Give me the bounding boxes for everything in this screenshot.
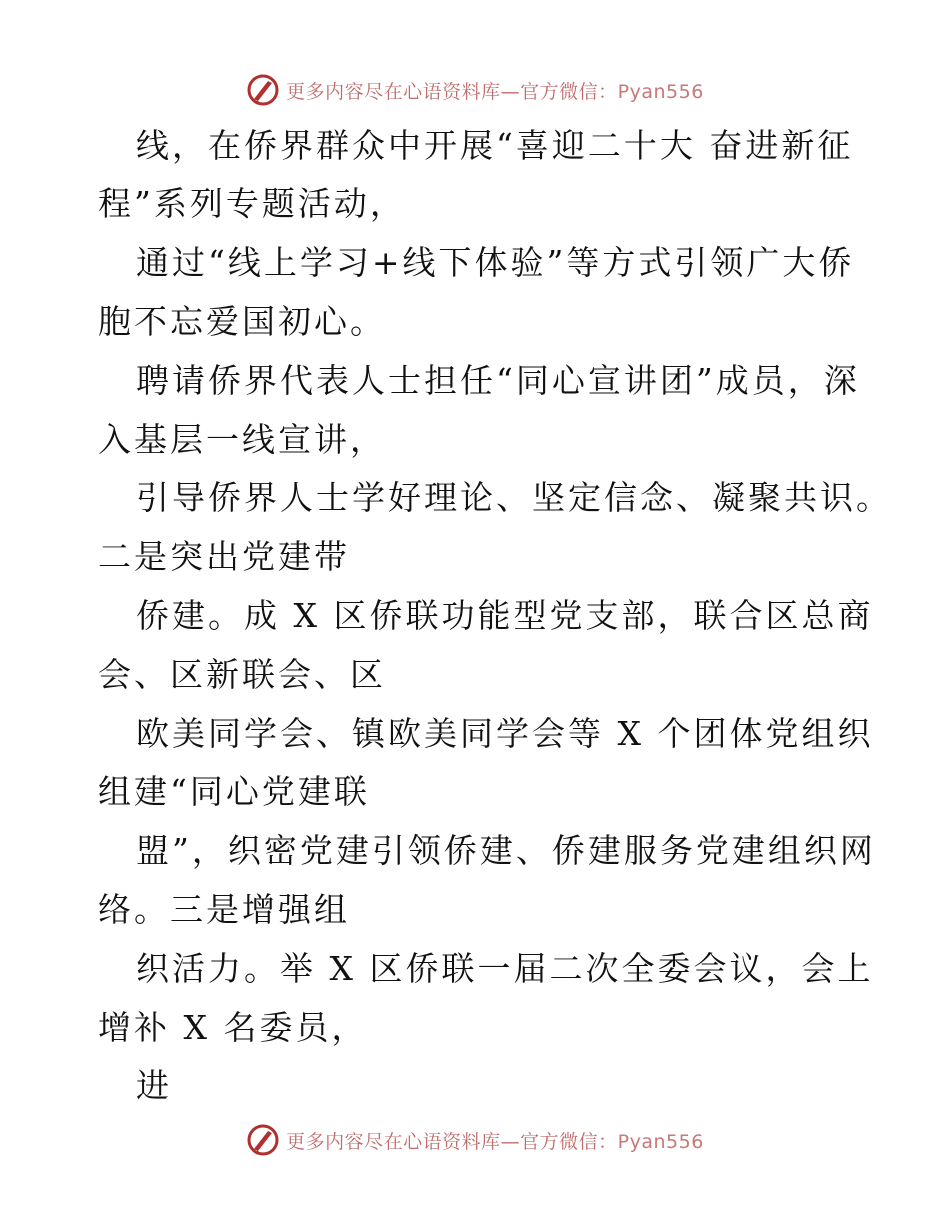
- text-line: 二是突出党建带: [98, 537, 350, 576]
- text-line: 欧美同学会、镇欧美同学会等 X 个团体党组织: [136, 714, 874, 753]
- banner-slogan: 更多内容尽在心语资料库—官方微信：: [286, 1130, 618, 1153]
- quill-logo-icon: [246, 1123, 280, 1157]
- footer-banner: [0, 1120, 950, 1160]
- wechat-handle: Pyan556: [617, 80, 704, 103]
- text-line: 胞不忘爱国初心。: [98, 302, 386, 341]
- text-line: 侨建。成 X 区侨联功能型党支部，联合区总商: [136, 596, 874, 635]
- text-line: 入基层一线宣讲，: [98, 420, 386, 459]
- text-line: 引导侨界人士学好理论、坚定信念、凝聚共识。: [136, 478, 892, 517]
- text-line: 组建“同心党建联: [98, 772, 370, 811]
- text-line: 聘请侨界代表人士担任“同心宣讲团”成员，深: [136, 361, 860, 400]
- text-line: 络。三是增强组: [98, 890, 350, 929]
- banner-text: [286, 77, 704, 104]
- banner-text: [286, 1127, 704, 1154]
- text-line: 程”系列专题活动，: [98, 184, 406, 223]
- text-line: 盟”，织密党建引领侨建、侨建服务党建组织网: [136, 831, 876, 870]
- banner-slogan: 更多内容尽在心语资料库—官方微信：: [286, 80, 618, 103]
- text-line: 进: [136, 1066, 172, 1105]
- text-line: 会、区新联会、区: [98, 655, 386, 694]
- text-line: 线，在侨界群众中开展“喜迎二十大 奋进新征: [136, 126, 854, 165]
- text-line: 增补 X 名委员，: [98, 1008, 368, 1047]
- text-line: 织活力。举 X 区侨联一届二次全委会议，会上: [136, 949, 874, 988]
- text-line: 通过“线上学习+线下体验”等方式引领广大侨: [136, 243, 855, 282]
- wechat-handle: Pyan556: [617, 1130, 704, 1153]
- header-banner: [0, 70, 950, 110]
- quill-logo-icon: [246, 73, 280, 107]
